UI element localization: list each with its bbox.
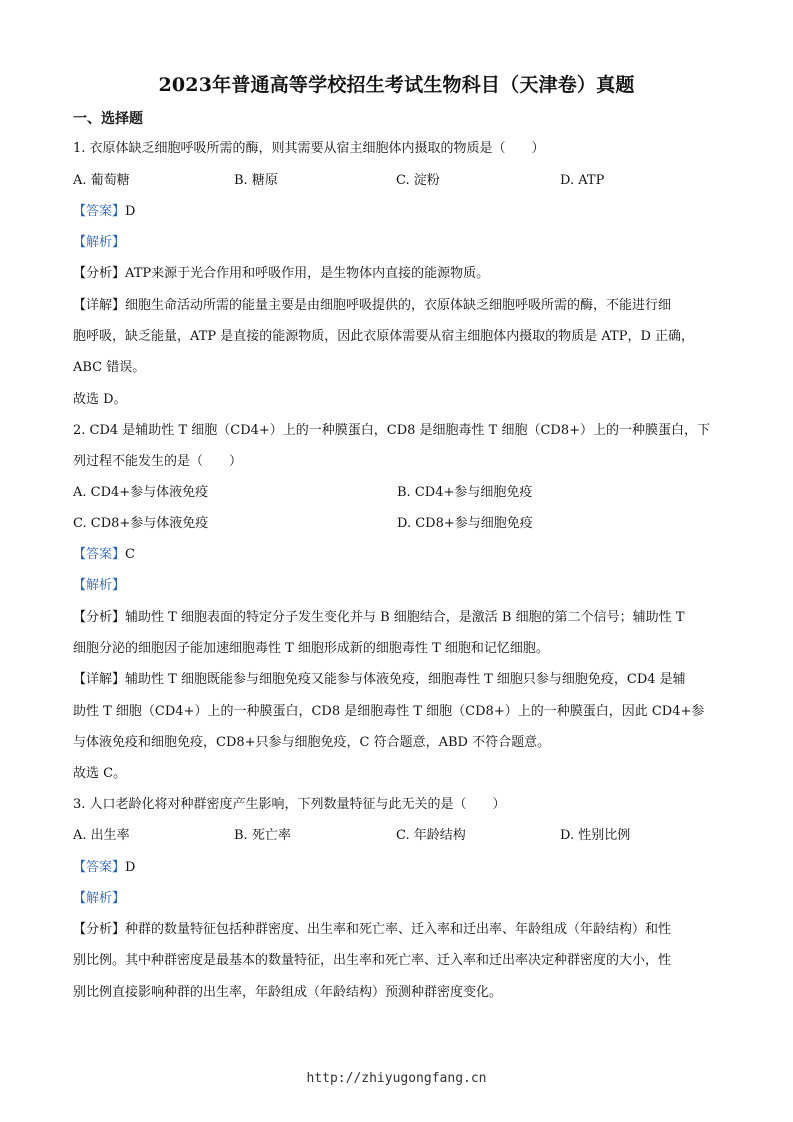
q2-answer-tag: 【答案】 [73, 547, 126, 562]
q2-option-a: A. CD4+参与体液免疫 [73, 485, 209, 500]
page-title: 2023年普通高等学校招生考试生物科目（天津卷）真题 [158, 74, 635, 96]
q1-option-c: C. 淀粉 [396, 173, 440, 188]
q3-answer-tag: 【答案】 [73, 860, 126, 875]
q1-analysis-tag: 【解析】 [73, 235, 126, 250]
q2-xiangjie-tag: 【详解】 [73, 672, 126, 687]
q3-fenxi-line-3: 别比例直接影响种群的出生率，年龄组成（年龄结构）预测种群密度变化。 [73, 985, 503, 1000]
q2-answer-line [73, 546, 723, 564]
q1-conclusion: 故选 D。 [73, 392, 127, 407]
q1-xiangjie-line-3: ABC 错误。 [73, 360, 146, 375]
q2-option-c: C. CD8+参与体液免疫 [73, 516, 209, 531]
q2-fenxi-line-1 [73, 609, 723, 627]
q3-analysis-tag: 【解析】 [73, 891, 126, 906]
q3-fenxi-line-2: 别比例。其中种群密度是最基本的数量特征，出生率和死亡率、迁入率和迁出率决定种群密度的大小，性 [73, 953, 672, 968]
q3-fenxi-line-1 [73, 921, 723, 939]
q3-answer-line [73, 859, 723, 877]
section-heading: 一、选择题 [73, 111, 143, 127]
q1-stem: 1. 衣原体缺乏细胞呼吸所需的酶，则其需要从宿主细胞体内摄取的物质是（ ） [73, 141, 545, 156]
q1-answer-line [73, 203, 723, 221]
q2-xiangjie-line-3: 与体液免疫和细胞免疫，CD8+只参与细胞免疫，C 符合题意，ABD 不符合题意。 [73, 735, 551, 750]
q2-fenxi-line-2: 细胞分泌的细胞因子能加速细胞毒性 T 细胞形成新的细胞毒性 T 细胞和记忆细胞。 [73, 641, 549, 656]
q1-xiangjie-tag: 【详解】 [73, 298, 126, 313]
q2-xiangjie-line-1 [73, 671, 723, 689]
q1-xiangjie-text-1: 细胞生命活动所需的能量主要是由细胞呼吸提供的，衣原体缺乏细胞呼吸所需的酶，不能进行细 [125, 298, 672, 313]
q2-conclusion: 故选 C。 [73, 766, 127, 781]
q2-option-b: B. CD4+参与细胞免疫 [397, 485, 533, 500]
q3-option-a: A. 出生率 [73, 828, 130, 843]
q2-xiangjie-text-1: 辅助性 T 细胞既能参与细胞免疫又能参与体液免疫，细胞毒性 T 细胞只参与细胞免疫，CD4 是辅 [125, 672, 686, 687]
q3-answer: D [125, 860, 136, 875]
q1-analysis-line [73, 234, 723, 252]
q1-xiangjie-line-1 [73, 297, 723, 315]
q2-fenxi-tag: 【分析】 [73, 610, 126, 625]
q2-fenxi-text-1: 辅助性 T 细胞表面的特定分子发生变化并与 B 细胞结合，是激活 B 细胞的第二个信号；辅助性 T [125, 610, 685, 625]
q3-option-d: D. 性别比例 [560, 828, 631, 843]
q1-fenxi-tag: 【分析】 [73, 266, 126, 281]
q2-analysis-line [73, 577, 723, 595]
q3-analysis-line [73, 890, 723, 908]
q1-answer: D [125, 204, 136, 219]
q2-analysis-tag: 【解析】 [73, 578, 126, 593]
q3-stem: 3. 人口老龄化将对种群密度产生影响，下列数量特征与此无关的是（ ） [73, 797, 506, 812]
q3-fenxi-tag: 【分析】 [73, 922, 126, 937]
q3-option-b: B. 死亡率 [234, 828, 291, 843]
q2-stem-line-2: 列过程不能发生的是（ ） [73, 454, 243, 469]
q2-answer: C [125, 547, 135, 562]
q2-option-d: D. CD8+参与细胞免疫 [397, 516, 533, 531]
q2-xiangjie-line-2: 助性 T 细胞（CD4+）上的一种膜蛋白，CD8 是细胞毒性 T 细胞（CD8+）上的一种膜蛋白，因此 CD4+参 [73, 704, 705, 719]
q1-fenxi: ATP来源于光合作用和呼吸作用，是生物体内直接的能源物质。 [125, 266, 490, 281]
q3-option-c: C. 年龄结构 [396, 828, 466, 843]
footer-url[interactable]: http://zhiyugongfang.cn [306, 1071, 487, 1086]
q1-option-a: A. 葡萄糖 [73, 173, 130, 188]
q1-option-b: B. 糖原 [234, 173, 278, 188]
q2-stem-line-1: 2. CD4 是辅助性 T 细胞（CD4+）上的一种膜蛋白，CD8 是细胞毒性 T 细胞（CD8+）上的一种膜蛋白，下 [73, 423, 711, 438]
q1-answer-tag: 【答案】 [73, 204, 126, 219]
q1-xiangjie-line-2: 胞呼吸，缺乏能量，ATP 是直接的能源物质，因此衣原体需要从宿主细胞体内摄取的物质是 ATP，D 正确， [73, 329, 695, 344]
q3-fenxi-text-1: 种群的数量特征包括种群密度、出生率和死亡率、迁入率和迁出率、年龄组成（年龄结构）和性 [125, 922, 672, 937]
q1-fenxi-line [73, 265, 723, 283]
q1-option-d: D. ATP [560, 173, 605, 188]
